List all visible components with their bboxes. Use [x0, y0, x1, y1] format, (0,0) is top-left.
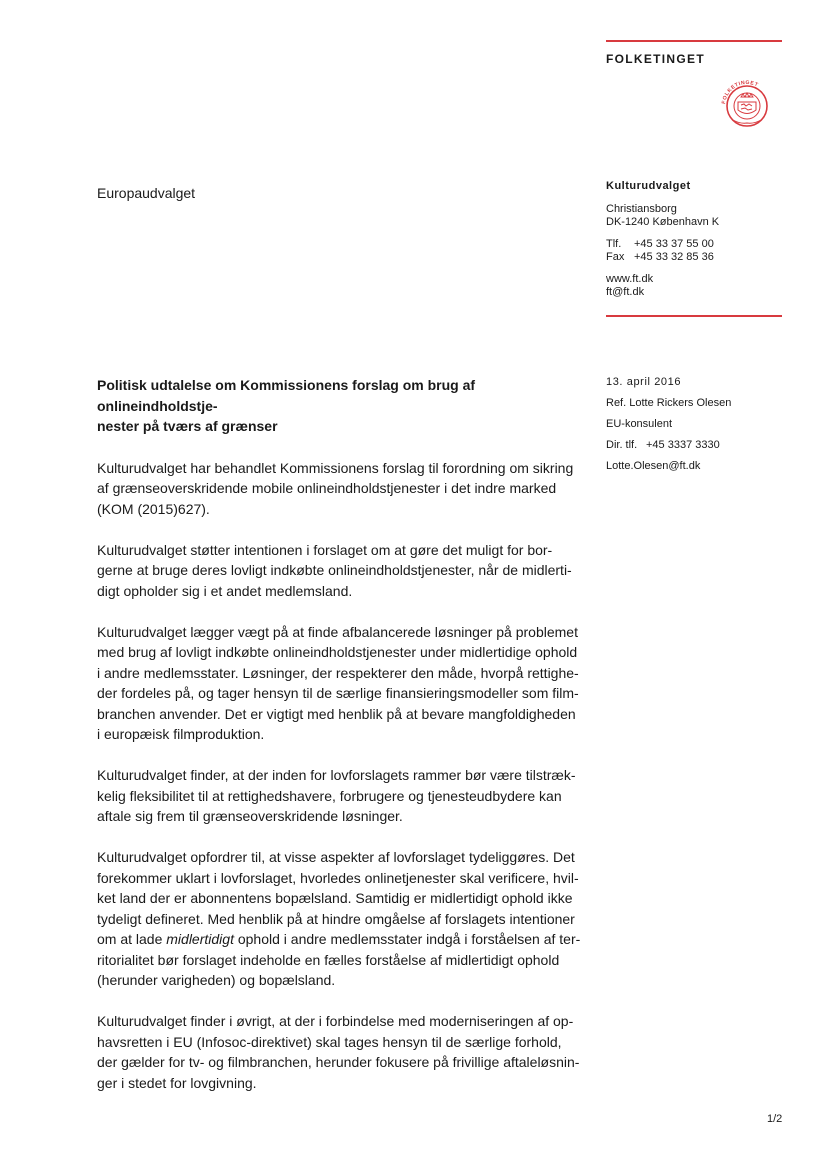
paragraph-5 [97, 847, 582, 991]
text-line: Kulturudvalget støtter intentionen i forslaget om at gøre det muligt for bor- [97, 541, 553, 558]
text-line: Kulturudvalget lægger vægt på at finde afbalancerede løsninger på problemet [97, 623, 578, 640]
fax-label: Fax [606, 251, 625, 263]
text-line: af grænseoverskridende mobile onlineindholdstjenester i det indre marked [97, 480, 557, 496]
letter-meta [606, 372, 806, 477]
text-line: i europæisk filmproduktion. [97, 726, 265, 742]
website-link[interactable]: www.ft.dk [606, 273, 654, 285]
letter-body [97, 375, 582, 1114]
text-line: ket land der er abonnentens bopælsland. Samtidig er midlertidigt ophold ikke [97, 890, 573, 906]
text-line: ger i stedet for lovgivning. [97, 1074, 257, 1091]
paragraph-2 [97, 540, 582, 602]
svg-text:FOLKETINGET [721, 80, 759, 104]
text-line: digt opholder sig i et andet medlemsland. [97, 582, 353, 599]
seal-lettering: FOLKETINGET [721, 80, 760, 105]
text-line: gerne at bruge deres lovligt indkøbte onlineindholdstjenester, når de midlerti- [97, 562, 572, 578]
text-line: ritorialitet bør forslaget indeholde en fælles forståelse af midlertidigt ophold [97, 951, 560, 968]
text-line: aftale sig frem til grænseoverskridende løsninger. [97, 808, 403, 824]
text-line: kelig fleksibilitet til at rettighedshavere, forbrugere og tjenesteudbydere kan [97, 787, 562, 804]
email-link[interactable]: ft@ft.dk [606, 286, 645, 298]
letter-title [97, 375, 582, 437]
text-line: forekommer uklart i lovforslaget, hvorledes onlinetjenester skal verificere, hvil- [97, 869, 579, 886]
text-fragment: ophold i andre medlemsstater indgå i forståelsen af ter- [233, 931, 581, 947]
fax-line [606, 251, 806, 264]
text-line [97, 931, 580, 947]
contact-email-link[interactable]: Lotte.Olesen@ft.dk [606, 460, 701, 472]
sender-web-block [606, 273, 806, 299]
paragraph-1 [97, 458, 582, 520]
page-number: 1/2 [767, 1113, 783, 1125]
text-line: (herunder varigheden) og bopælsland. [97, 972, 336, 988]
text-line: branchen anvender. Det er vigtigt med henblik på at bevare mangfoldigheden [97, 705, 576, 722]
sender-red-rule [606, 315, 782, 317]
sender-phone-block [606, 238, 806, 264]
text-line: Kulturudvalget opfordrer til, at visse aspekter af lovforslaget tydeliggøres. Det [97, 849, 575, 865]
phone-line [606, 238, 806, 251]
paragraph-3 [97, 622, 582, 745]
text-line: i andre medlemsstater. Løsninger, der respekterer den måde, hvorpå rettighe- [97, 664, 579, 681]
text-line: der fordeles på, og tager hensyn til de særlige finansieringsmodeller som film- [97, 685, 579, 701]
emphasis-text: midlertidigt [166, 931, 234, 947]
institution-name: FOLKETINGET [606, 52, 705, 66]
text-line: tydeligt defineret. Med henblik på at hindre omgåelse af forslagets intentioner [97, 910, 575, 927]
address-line: Christiansborg [606, 203, 677, 215]
sender-address [606, 203, 806, 229]
text-line: med brug af lovligt indkøbte onlineindholdstjenester under midlertidige ophold [97, 644, 578, 660]
title-line: Politisk udtalelse om Kommissionens forslag om brug af onlineindholdstje- [97, 377, 476, 414]
committee-name: Kulturudvalget [606, 180, 691, 192]
text-fragment: om at lade [97, 931, 167, 947]
top-red-rule [606, 40, 782, 42]
contact-role: EU-konsulent [606, 418, 673, 430]
direct-phone-label: Dir. tlf. [606, 439, 638, 451]
direct-phone-line [606, 435, 806, 456]
reference: Ref. Lotte Rickers Olesen [606, 397, 732, 409]
text-line: havsretten i EU (Infosoc-direktivet) skal tages hensyn til de særlige forhold, [97, 1033, 562, 1050]
fax-value: +45 33 32 85 36 [634, 251, 714, 263]
text-line: (KOM (2015)627). [97, 500, 210, 517]
text-line: Kulturudvalget har behandlet Kommissionens forslag til forordning om sikring [97, 459, 574, 476]
phone-value: +45 33 37 55 00 [634, 238, 714, 250]
text-line: Kulturudvalget finder i øvrigt, at der i forbindelse med moderniseringen af op- [97, 1013, 574, 1029]
text-line: der gælder for tv- og filmbranchen, herunder fokusere på frivillige aftaleløsnin- [97, 1054, 580, 1070]
direct-phone-value: +45 3337 3330 [646, 439, 720, 451]
letter-date: 13. april 2016 [606, 376, 682, 388]
paragraph-6 [97, 1011, 582, 1093]
sender-block [606, 180, 806, 308]
paragraph-4 [97, 765, 582, 827]
address-line: DK-1240 København K [606, 216, 720, 228]
recipient-name: Europaudvalget [97, 185, 196, 201]
text-line: Kulturudvalget finder, at der inden for lovforslagets rammer bør være tilstræk- [97, 767, 576, 783]
phone-label: Tlf. [606, 238, 622, 250]
folketinget-seal-icon [711, 80, 783, 128]
title-line: nester på tværs af grænser [97, 418, 278, 434]
